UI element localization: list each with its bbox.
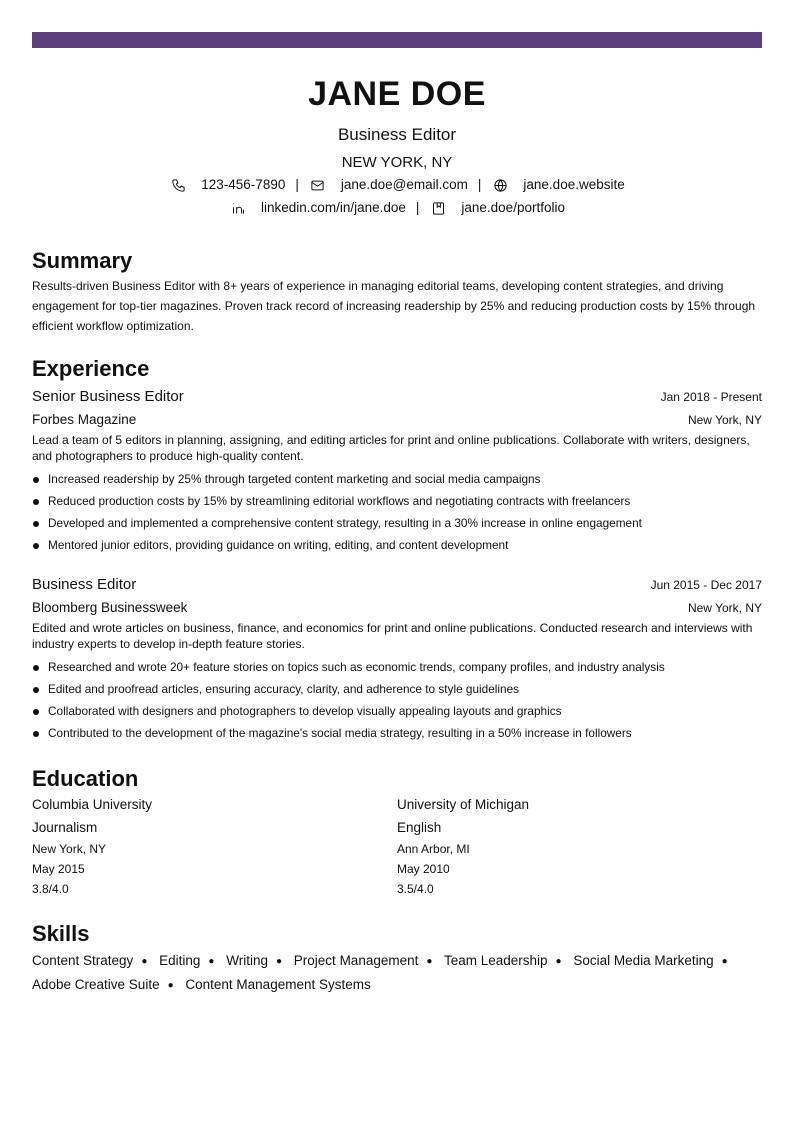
- school-name: Columbia University: [32, 797, 153, 812]
- resume-page: [32, 32, 762, 997]
- bullet-text: Developed and implemented a comprehensive content strategy, resulting in a 30% increase in online engagement: [48, 516, 642, 530]
- skill-separator: ●: [167, 979, 174, 991]
- job-title: Business Editor: [32, 576, 137, 593]
- email-link[interactable]: jane.doe@email.com: [340, 177, 468, 192]
- education-entry: [397, 794, 762, 899]
- job-dates: Jun 2015 - Dec 2017: [650, 578, 762, 592]
- list-item: [32, 700, 762, 722]
- job-bullets: [32, 468, 762, 556]
- school-location: Ann Arbor, MI: [397, 842, 470, 856]
- education-grid: [32, 794, 762, 899]
- summary-section: [32, 248, 762, 336]
- list-item: [32, 512, 762, 534]
- contact-row-1: [32, 175, 762, 195]
- separator: |: [477, 177, 482, 192]
- skills-section: [32, 921, 762, 997]
- linkedin-link[interactable]: linkedin.com/in/jane.doe: [261, 200, 406, 215]
- bullet-dot: [33, 709, 39, 715]
- portfolio-link[interactable]: jane.doe/portfolio: [461, 200, 565, 215]
- job-description: Lead a team of 5 editors in planning, assigning, and editing articles for print and online publications. Collaborate with writers, designers, and photographers to produce high-quality content.: [32, 433, 750, 463]
- website-link[interactable]: jane.doe.website: [523, 177, 625, 192]
- skills-heading: Skills: [32, 921, 90, 946]
- bullet-dot: [33, 499, 39, 505]
- bullet-text: Contributed to the development of the magazine's social media strategy, resulting in a 50% increase in followers: [48, 726, 632, 740]
- list-item: [32, 656, 762, 678]
- skill-item: Content Management Systems: [185, 976, 371, 992]
- experience-section: [32, 356, 762, 744]
- summary-heading: Summary: [32, 248, 133, 273]
- graduation-date: May 2010: [397, 862, 450, 876]
- skill-separator: ●: [426, 955, 433, 967]
- job-entry: [32, 386, 762, 556]
- skill-item: Writing: [226, 953, 268, 968]
- job-bullets: [32, 656, 762, 744]
- bullet-text: Edited and proofread articles, ensuring accuracy, clarity, and adherence to style guidelines: [48, 682, 520, 696]
- gpa: 3.8/4.0: [32, 882, 69, 896]
- gpa: 3.5/4.0: [397, 882, 434, 896]
- bullet-text: Increased readership by 25% through targeted content marketing and social media campaigns: [48, 472, 541, 486]
- list-item: [32, 468, 762, 490]
- experience-heading: Experience: [32, 356, 150, 381]
- globe-icon: [491, 176, 509, 194]
- graduation-date: May 2015: [32, 862, 85, 876]
- list-item: [32, 722, 762, 744]
- education-entry: [32, 794, 397, 899]
- list-item: [32, 534, 762, 556]
- bullet-dot: [33, 543, 39, 549]
- bullet-dot: [33, 687, 39, 693]
- bullet-text: Mentored junior editors, providing guidance on writing, editing, and content development: [48, 538, 509, 552]
- resume-header: [32, 74, 762, 218]
- skill-separator: ●: [275, 955, 283, 967]
- degree: Journalism: [32, 820, 98, 835]
- bullet-dot: [33, 477, 39, 483]
- skill-item: Team Leadership: [443, 953, 548, 968]
- skill-item: Project Management: [293, 953, 419, 968]
- mail-icon: [309, 176, 327, 194]
- job-title: Senior Business Editor: [32, 388, 184, 405]
- skill-item: Social Media Marketing: [573, 953, 714, 968]
- linkedin-icon: [229, 199, 247, 217]
- separator: |: [415, 200, 420, 215]
- summary-text: Results-driven Business Editor with 8+ years of experience in managing editorial teams, developing content strategies, and driving engagement for top-tier magazines. Proven track record of increasing readership by 25% and reducing production costs by 15% through efficient workflow optimization.: [32, 279, 756, 333]
- bullet-text: Reduced production costs by 15% by streamlining editorial workflows and negotiating contracts with freelancers: [48, 494, 631, 508]
- degree: English: [397, 820, 442, 835]
- candidate-location: NEW YORK, NY: [341, 154, 453, 171]
- bullet-dot: [33, 665, 39, 671]
- skill-item: Adobe Creative Suite: [32, 976, 160, 992]
- job-location: New York, NY: [687, 413, 762, 427]
- contact-row-2: [32, 198, 762, 218]
- job-description: Edited and wrote articles on business, finance, and economics for print and online publications. Conducted research and interviews with industry experts to develop in-depth feature stories.: [32, 621, 753, 651]
- skill-separator: ●: [555, 955, 562, 967]
- skill-separator: ●: [141, 955, 148, 967]
- skill-separator: ●: [208, 955, 215, 967]
- education-heading: Education: [32, 766, 139, 791]
- bullet-text: Collaborated with designers and photographers to develop visually appealing layouts and graphics: [48, 704, 562, 718]
- school-location: New York, NY: [32, 842, 107, 856]
- job-location: New York, NY: [687, 601, 762, 615]
- list-item: [32, 678, 762, 700]
- bullet-text: Researched and wrote 20+ feature stories on topics such as economic trends, company profiles, and industry analysis: [48, 660, 665, 674]
- bullet-dot: [33, 731, 39, 737]
- school-name: University of Michigan: [397, 797, 530, 812]
- candidate-name: JANE DOE: [308, 75, 486, 113]
- company-name: Bloomberg Businessweek: [32, 600, 188, 615]
- education-section: [32, 766, 762, 899]
- job-dates: Jan 2018 - Present: [660, 390, 762, 404]
- job-entry: [32, 574, 762, 744]
- bullet-dot: [33, 521, 39, 527]
- separator: |: [295, 177, 299, 192]
- skill-item: Editing: [159, 953, 201, 968]
- phone-number[interactable]: 123-456-7890: [201, 177, 286, 192]
- candidate-title: Business Editor: [337, 125, 457, 144]
- list-item: [32, 490, 762, 512]
- phone-icon: [169, 176, 187, 194]
- company-name: Forbes Magazine: [32, 412, 137, 427]
- skills-list: [32, 949, 762, 997]
- skill-item: Content Strategy: [32, 953, 134, 968]
- skill-separator: ●: [721, 955, 728, 967]
- bookmark-icon: [429, 199, 447, 217]
- accent-bar: [32, 32, 762, 48]
